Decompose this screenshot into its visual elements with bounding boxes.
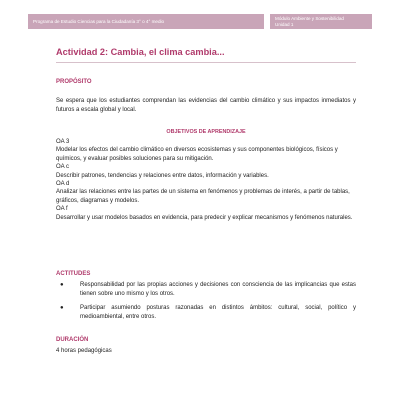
bullet-icon: ●	[60, 282, 64, 288]
objetivos-heading: OBJETIVOS DE APRENDIZAJE	[166, 129, 246, 135]
objetivo-text: Modelar los efectos del cambio climático en diversos ecosistemas y sus componentes biológicos, físicos y químicos, y evaluar posibles soluciones para su mitigación.	[56, 147, 338, 162]
actitudes-list	[56, 281, 356, 327]
objetivos-list	[56, 138, 356, 222]
bullet-icon: ●	[60, 305, 64, 312]
header-module-bar	[270, 14, 372, 29]
header-program-bar	[28, 14, 264, 29]
objetivo-code: OA f	[56, 206, 68, 213]
objetivo-item	[56, 180, 356, 205]
actitud-item	[56, 304, 356, 321]
header-program-title: Programa de Estudio Ciencias para la Ciudadanía 3° o 4° medio	[33, 18, 165, 24]
actitud-item	[56, 281, 356, 298]
objetivo-code: OA d	[56, 181, 70, 188]
objetivo-code: OA 3	[56, 139, 70, 145]
title-divider	[56, 62, 356, 63]
objetivo-text: Desarrollar y usar modelos basados en evidencia, para predecir y explicar mecanismos y fenómenos naturales.	[56, 214, 353, 221]
objetivo-item	[56, 138, 356, 163]
header-unit: Unidad 1	[275, 21, 294, 27]
objetivo-text: Describir patrones, tendencias y relaciones entre datos, información y variables.	[56, 172, 269, 179]
proposito-heading: PROPÓSITO	[56, 79, 92, 85]
actitud-text: Responsabilidad por las propias acciones y decisiones con consciencia de las implicancias que estas tienen sobre uno mismo y los otros.	[80, 282, 356, 297]
activity-title: Actividad 2: Cambia, el clima cambia...	[56, 47, 225, 57]
objetivo-item	[56, 205, 356, 222]
header-module-title: Módulo Ambiente y Sostenibilidad	[275, 16, 344, 21]
objetivo-text: Analizar las relaciones entre las partes de un sistema en fenómenos y problemas de interés, a partir de tablas, gráficos, diagramas y modelos.	[56, 189, 350, 204]
actitud-text: Participar asumiendo posturas razonadas en distintos ámbitos: cultural, social, político y medioambiental, entre otros.	[80, 305, 356, 320]
duracion-text: 4 horas pedagógicas	[56, 348, 112, 354]
actitudes-heading: ACTITUDES	[56, 271, 91, 277]
proposito-text: Se espera que los estudiantes comprendan las evidencias del cambio climático y sus impactos inmediatos y futuros a escala global y local.	[56, 98, 356, 113]
duracion-heading: DURACIÓN	[56, 337, 89, 343]
objetivo-item	[56, 163, 356, 180]
objetivo-code: OA c	[56, 164, 70, 171]
